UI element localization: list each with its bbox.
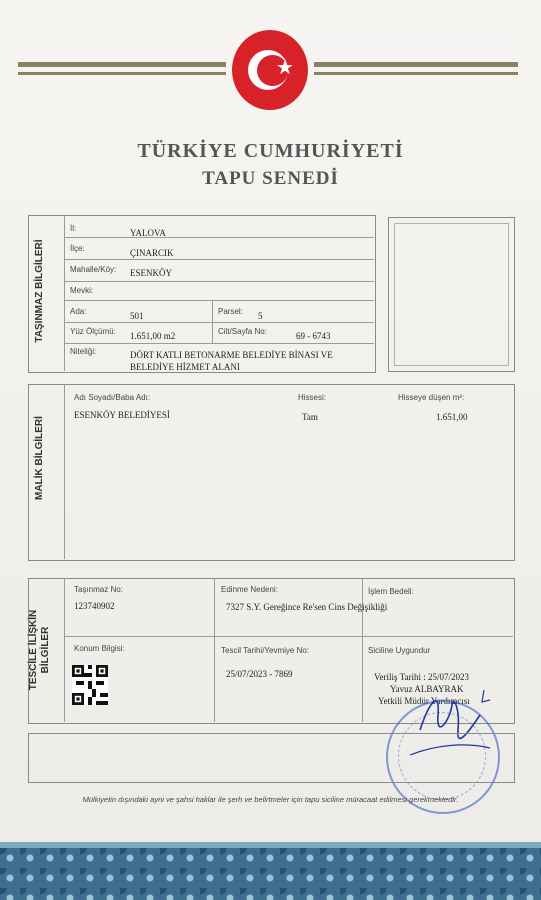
tasinmaz-no-label: Taşınmaz No: bbox=[74, 585, 123, 594]
divider bbox=[362, 578, 363, 722]
ilce-value: ÇINARCIK bbox=[130, 248, 174, 258]
divider bbox=[212, 300, 213, 343]
divider bbox=[214, 578, 215, 722]
parsel-label: Parsel: bbox=[218, 307, 243, 316]
hisse-label: Hissesi: bbox=[298, 393, 327, 402]
divider bbox=[64, 300, 374, 301]
nitelik-value-line1: DÖRT KATLI BETONARME BELEDİYE BİNASI VE bbox=[130, 350, 333, 360]
mahalle-label: Mahalle/Köy: bbox=[70, 265, 117, 274]
tasinmaz-no-value: 123740902 bbox=[74, 601, 115, 611]
yuzolcumu-label: Yüz Ölçümü: bbox=[70, 327, 116, 336]
mahalle-value: ESENKÖY bbox=[130, 268, 172, 278]
divider bbox=[64, 636, 513, 637]
tasinmaz-section-title: TAŞINMAZ BİLGİLERİ bbox=[34, 239, 45, 343]
ad-soyad-label: Adı Soyadı/Baba Adı: bbox=[74, 393, 151, 402]
divider bbox=[64, 259, 374, 260]
cilt-sayfa-value: 69 - 6743 bbox=[296, 331, 331, 341]
qr-code-icon bbox=[72, 665, 108, 705]
ilce-label: İlçe: bbox=[70, 244, 85, 253]
nitelik-label: Niteliği: bbox=[70, 347, 97, 356]
divider bbox=[64, 237, 374, 238]
photo-frame-inner bbox=[394, 223, 509, 366]
tescil-title-line1: TESCİLE İLİŞKİN bbox=[28, 609, 39, 691]
edinme-label: Edinme Nedeni: bbox=[221, 585, 278, 594]
footer-note: Mülkiyetin dışındaki ayni ve şahsi haklar ile şerh ve belirtmeler için tapu siciline müracaat edilmesi gerekmektedir. bbox=[82, 795, 459, 804]
il-value: YALOVA bbox=[130, 228, 166, 238]
cilt-sayfa-label: Cilt/Sayfa No: bbox=[218, 327, 267, 336]
divider bbox=[64, 322, 374, 323]
konum-label: Konum Bilgisi: bbox=[74, 644, 125, 653]
il-label: İl: bbox=[70, 224, 77, 233]
verilis-tarihi: Veriliş Tarihi : 25/07/2023 bbox=[374, 672, 469, 682]
divider bbox=[64, 281, 374, 282]
tescil-section-title bbox=[28, 590, 52, 710]
islem-bedeli-label: İşlem Bedeli: bbox=[368, 587, 414, 596]
star-icon: ★ bbox=[276, 57, 294, 79]
hisse-m2-label: Hisseye düşen m²: bbox=[398, 393, 465, 402]
edinme-value: 7327 S.Y. Gereğince Re'sen Cins Değişikliği bbox=[226, 602, 388, 612]
divider bbox=[64, 343, 374, 344]
ad-soyad-value: ESENKÖY BELEDİYESİ bbox=[74, 410, 170, 420]
document-title-line1: TÜRKİYE CUMHURİYETİ bbox=[137, 140, 404, 162]
header-band-left-2 bbox=[18, 72, 226, 75]
tescil-tarihi-value: 25/07/2023 - 7869 bbox=[226, 669, 293, 679]
yuzolcumu-value: 1.651,00 m2 bbox=[130, 331, 176, 341]
divider bbox=[64, 215, 65, 371]
header-band-right-2 bbox=[314, 72, 518, 75]
divider bbox=[64, 384, 65, 559]
ada-value: 501 bbox=[130, 311, 144, 321]
ada-label: Ada: bbox=[70, 307, 87, 316]
mevki-label: Mevki: bbox=[70, 286, 94, 295]
hisse-m2-value: 1.651,00 bbox=[436, 412, 468, 422]
malik-section-title: MALİK BİLGİLERİ bbox=[34, 416, 45, 500]
tescil-title-line2: BİLGİLER bbox=[40, 626, 51, 674]
yetkili-ad: Yavuz ALBAYRAK bbox=[390, 684, 464, 694]
tescil-tarihi-label: Tescil Tarihi/Yevmiye No: bbox=[221, 646, 310, 655]
decorative-border-pattern bbox=[0, 848, 541, 900]
siciline-uygundur: Siciline Uygundur bbox=[368, 646, 431, 655]
parsel-value: 5 bbox=[258, 311, 263, 321]
turkish-flag-emblem bbox=[232, 30, 308, 110]
annotation-box bbox=[28, 733, 515, 783]
nitelik-value-line2: BELEDİYE HİZMET ALANI bbox=[130, 362, 240, 372]
document-title-line2: TAPU SENEDİ bbox=[202, 168, 339, 189]
header-band-left bbox=[18, 62, 226, 67]
header-band-right bbox=[314, 62, 518, 67]
yetkili-unvan: Yetkili Müdür Yardımcısı bbox=[378, 696, 470, 706]
hisse-value: Tam bbox=[302, 412, 318, 422]
divider bbox=[64, 578, 65, 722]
